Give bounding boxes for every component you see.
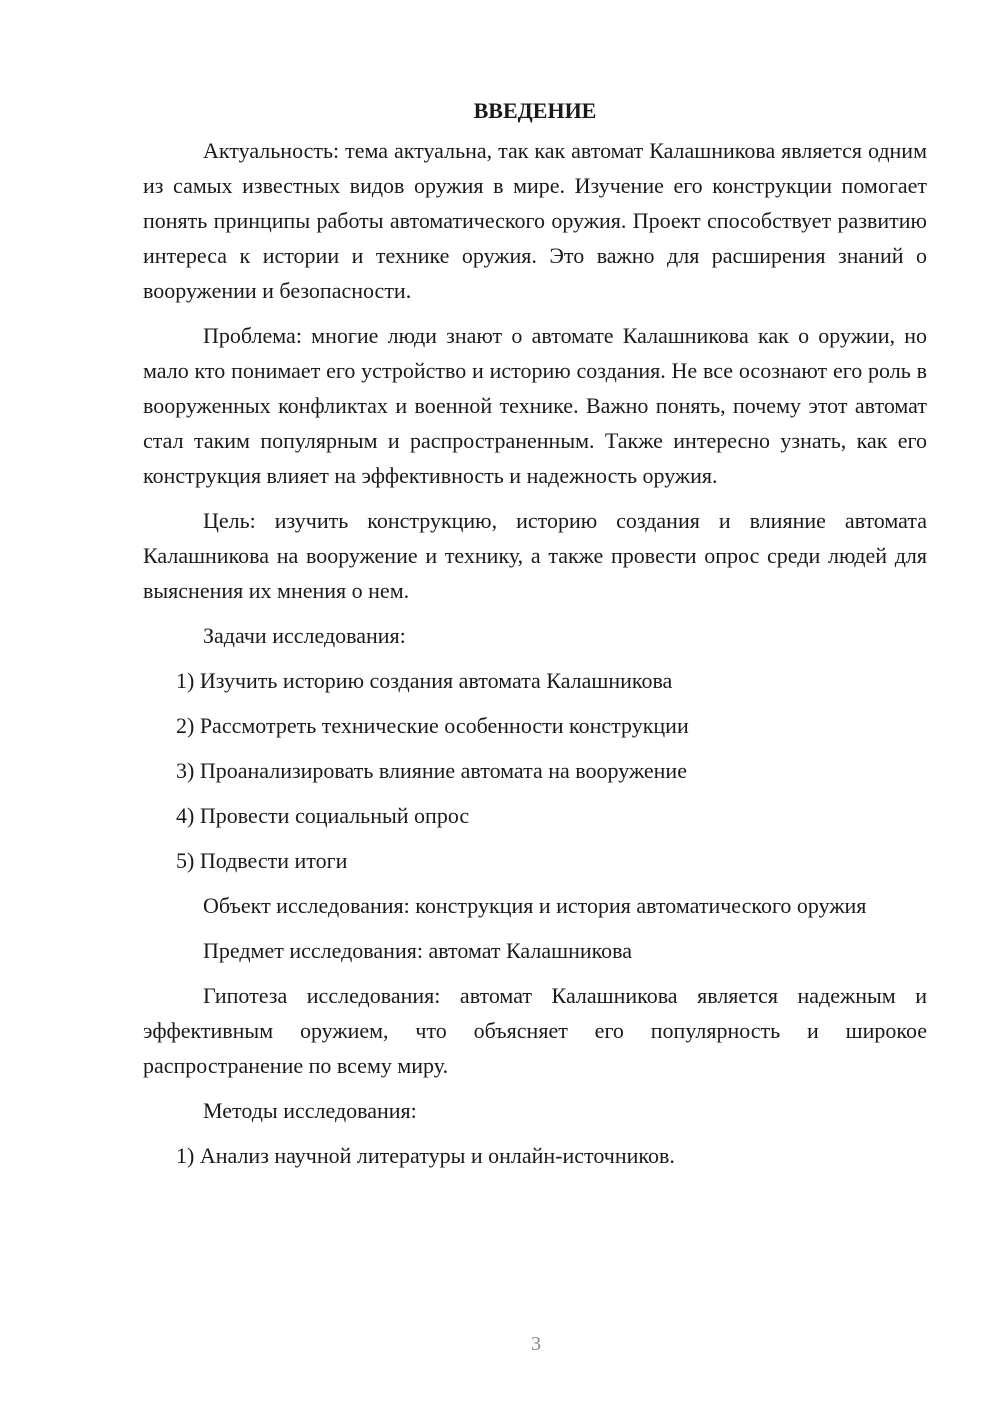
subject-paragraph: Предмет исследования: автомат Калашникова	[203, 938, 633, 963]
task-item-1: 1) Изучить историю создания автомата Калашникова	[176, 668, 673, 693]
task-item-4: 4) Провести социальный опрос	[176, 803, 470, 828]
problem-paragraph: Проблема: многие люди знают о автомате Калашникова как о оружии, но мало кто понимает его устройство и историю создания. Не все осознают его роль в вооруженных конфликтах и военной технике. Важно понять, почему этот автомат стал таким популярным и распространенным. Также интересно узнать, как его конструкция влияет на эффективность и надежность оружия.	[143, 323, 927, 488]
method-item-1: 1) Анализ научной литературы и онлайн-источников.	[176, 1143, 675, 1168]
hypothesis-paragraph: Гипотеза исследования: автомат Калашникова является надежным и эффективным оружием, что объясняет его популярность и широкое распространение по всему миру.	[143, 983, 927, 1078]
page-number: 3	[531, 1333, 541, 1355]
relevance-paragraph: Актуальность: тема актуальна, так как автомат Калашникова является одним из самых известных видов оружия в мире. Изучение его конструкции помогает понять принципы работы автоматического оружия. Проект способствует развитию интереса к истории и технике оружия. Это важно для расширения знаний о вооружении и безопасности.	[143, 138, 927, 303]
task-item-5: 5) Подвести итоги	[176, 848, 348, 873]
page-title: ВВЕДЕНИЕ	[473, 98, 597, 123]
task-item-2: 2) Рассмотреть технические особенности конструкции	[176, 713, 689, 738]
goal-paragraph: Цель: изучить конструкцию, историю создания и влияние автомата Калашникова на вооружение и технику, а также провести опрос среди людей для выяснения их мнения о нем.	[143, 508, 927, 603]
tasks-heading: Задачи исследования:	[203, 623, 406, 648]
page-content	[143, 93, 927, 1183]
task-item-3: 3) Проанализировать влияние автомата на вооружение	[176, 758, 687, 783]
methods-heading: Методы исследования:	[203, 1098, 417, 1123]
object-paragraph: Объект исследования: конструкция и история автоматического оружия	[203, 893, 867, 918]
